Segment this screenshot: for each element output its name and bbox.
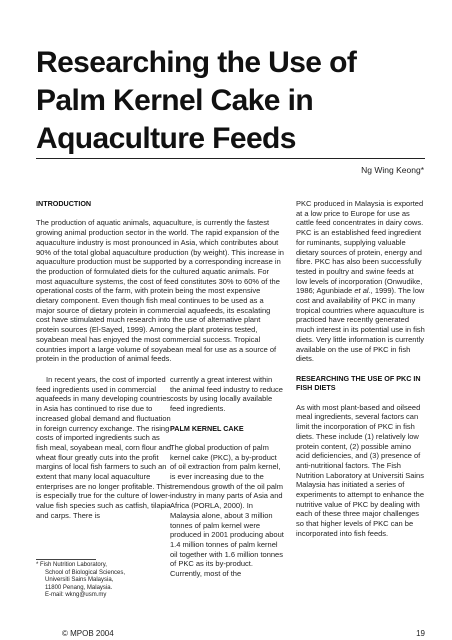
column-3 [296, 199, 426, 548]
introduction-section [36, 199, 284, 374]
palm-kernel-cake-heading: PALM KERNEL CAKE [170, 423, 244, 433]
introduction-paragraph-2: In recent years, the cost of imported feed ingredients used in commercial aquafeeds in many developing countries in Asia has continued to rise due to increased global demand and fluctuation in foreign currency exchange. The rising costs of imported ingredients such as fish meal, soyabean meal, corn flour and wheat flour greatly cuts into the profit margins of local fish farmers to such an extent that many local aquaculture enterprises are no longer profitable. This is especially true for the culture of lower-value fish species such as catfish, tilapia and carps. There is [36, 375, 172, 520]
palm-kernel-cake-paragraph-continued [296, 199, 426, 364]
palm-kernel-cake-paragraph: The global production of palm kernel cake (PKC), a by-product of oil extraction from palm kernel, is ever increasing due to the tremendous growth of the oil palm industry in many parts of Asia and Africa (PORLA, 2000). In Malaysia alone, about 3 million tonnes of palm kernel were produced in 2001 producing about 1.4 million tonnes of palm kernel oil together with 1.6 million tonnes of PKC as its by-product. Currently, most of the [170, 442, 284, 579]
title-rule [36, 158, 425, 159]
pkc-text-b: , 1999). The low cost and availability of PKC in many tropical countries where aquaculture is practiced have recently generated much interest in its potential use in fish diets. Very little information is currently available on the use of PKC in fish diets. [296, 286, 425, 364]
footnote-line: Universiti Sains Malaysia, [45, 577, 114, 584]
research-paragraph: As with most plant-based and oilseed meal ingredients, several factors can limit the incorporation of PKC in fish diets. These include (1) relatively low protein content, (2) possible amino acid deficiencies, and (3) presence of anti-nutritional factors. The Fish Nutrition Laboratory at Universiti Sains Malaysia has initiated a series of experiments to attempt to enhance the nutritive value of PKC by dealing with each of these three major challenges so that higher levels of PKC can be incorporated into fish feeds. [296, 402, 424, 538]
author-footnote [36, 562, 172, 600]
footnote-line: School of Biological Sciences, [45, 569, 126, 576]
footnote-line: * Fish Nutrition Laboratory, [36, 562, 107, 568]
footnote-email: E-mail: wkng@usm.my [45, 592, 107, 599]
introduction-heading: INTRODUCTION [36, 199, 92, 208]
pkc-citation-etal: et al. [354, 286, 371, 296]
article-title: Researching the Use of Palm Kernel Cake in Aquaculture Feeds [36, 46, 357, 155]
research-heading: RESEARCHING THE USE OF PKC IN FISH DIETS [296, 373, 421, 393]
copyright-notice: © MPOB 2004 [62, 629, 114, 638]
footnote-rule [36, 559, 96, 560]
pkc-text-a: PKC produced in Malaysia is exported at a low price to Europe for use as cattle feed concentrates in dairy cows. PKC is an established feed ingredient for ruminants, supplying valuable dietary sources of protein, energy and fibre. PKC has also been successfully tested in poultry and swine feeds at low levels of incorporation (Onwudike, 1986; Agunbiade [296, 199, 424, 296]
introduction-paragraph-1: The production of aquatic animals, aquaculture, is currently the fastest growing animal production sector in the world. The rapid expansion of the aquaculture industry is most pronounced in Asia, which contributes about 90% of the total global aquaculture production (by weight). This increase in aquaculture production must be supported by a corresponding increase in the production of formulated diets for the cultured aquatic animals. For most aquaculture systems, the cost of feed constitutes 30% to 60% of the operational costs of the farm, with protein being the most expensive dietary component. Even though fish meal continues to be used as a major source of dietary protein in commercial aquafeeds, its escalating cost have stimulated much research into the use of alternative plant protein sources (El-Sayed, 1999). Among the plant proteins tested, soyabean meal has enjoyed the most commercial success. Tropical countries import a large volume of soyabean meal for use as a source of protein in the production of animal feeds. [36, 218, 284, 364]
column-2 [170, 375, 284, 588]
introduction-paragraph-2-continued: currently a great interest within the animal feed industry to reduce costs by using locally available feed ingredients. [170, 375, 283, 414]
column-1 [36, 375, 172, 530]
footnote-line: 11800 Penang, Malaysia. [45, 584, 113, 591]
author-name: Ng Wing Keong* [361, 165, 424, 175]
page-number: 19 [416, 629, 425, 638]
